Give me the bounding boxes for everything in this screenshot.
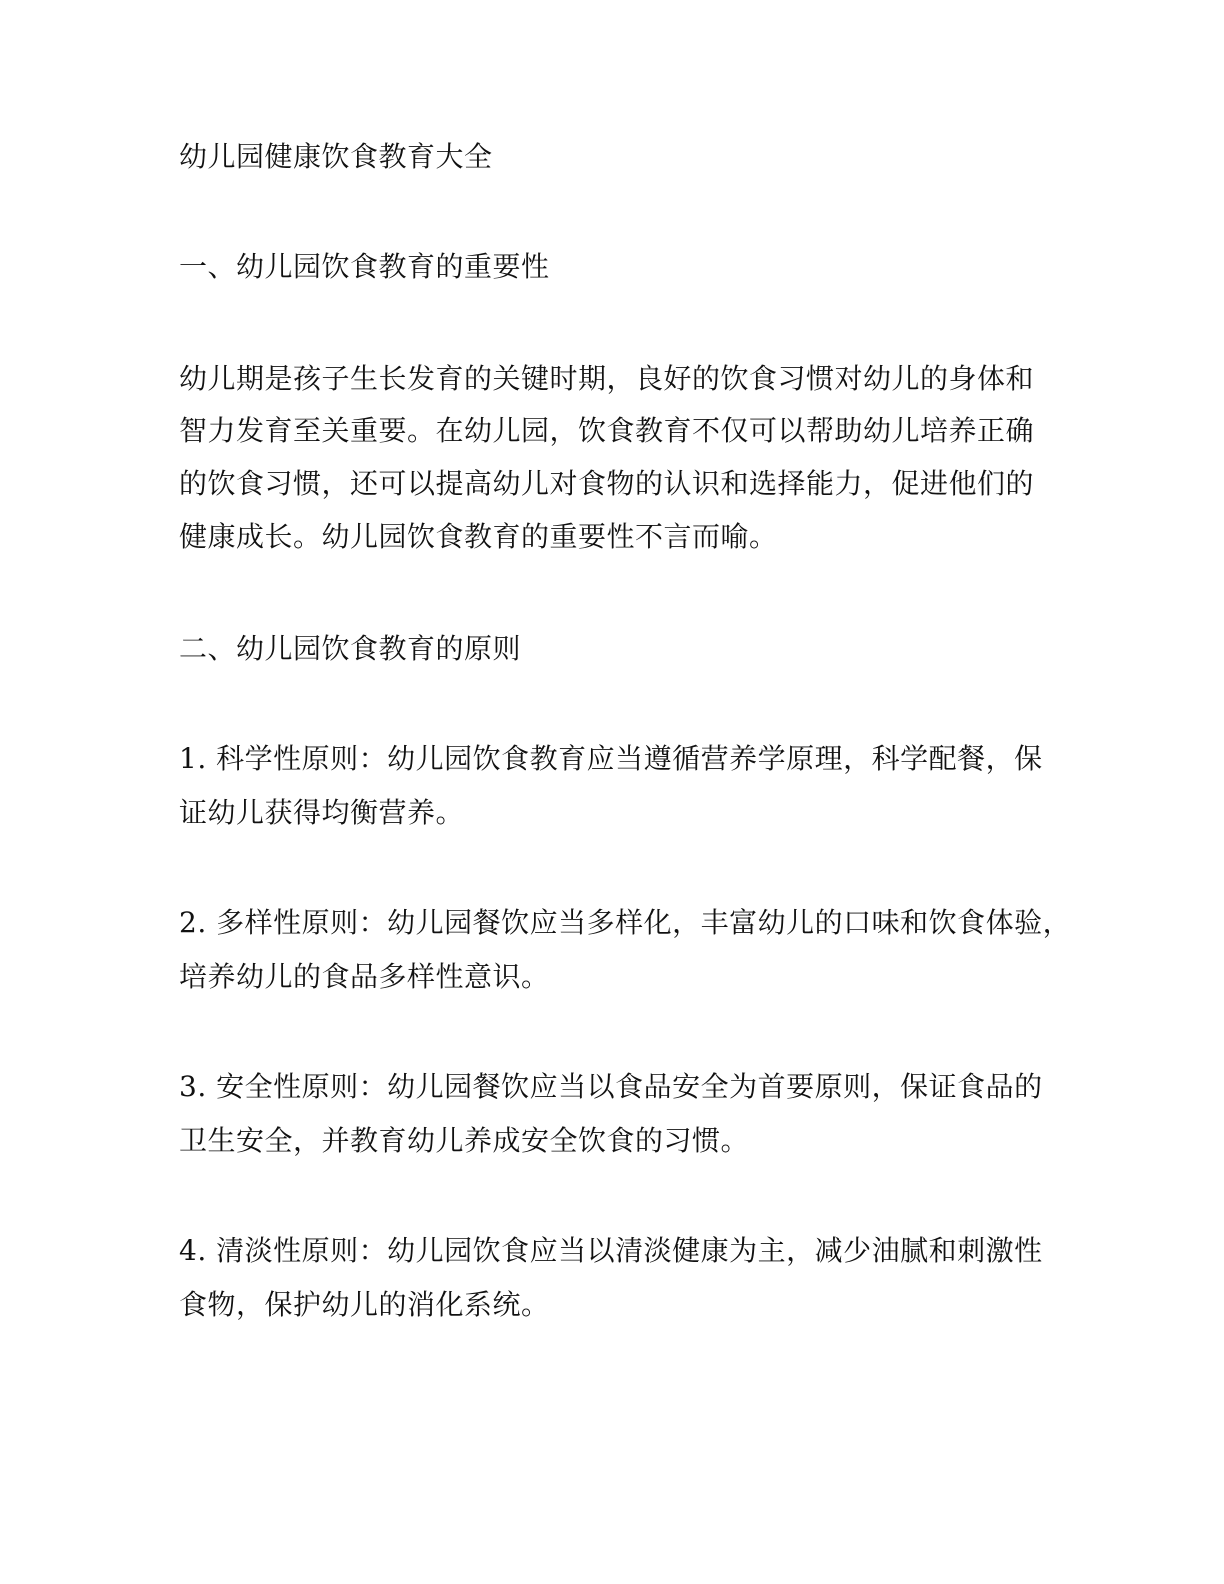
principle-line: 2. 多样性原则：幼儿园餐饮应当多样化，丰富幼儿的口味和饮食体验， <box>179 906 1072 939</box>
principle-line: 3. 安全性原则：幼儿园餐饮应当以食品安全为首要原则，保证食品的 <box>179 1070 1043 1103</box>
principle-line: 1. 科学性原则：幼儿园饮食教育应当遵循营养学原理，科学配餐，保 <box>179 742 1043 775</box>
section-1-heading: 一、幼儿园饮食教育的重要性 <box>179 250 550 283</box>
paragraph-line: 智力发育至关重要。在幼儿园，饮食教育不仅可以帮助幼儿培养正确 <box>179 414 1035 447</box>
paragraph-line: 幼儿期是孩子生长发育的关键时期，良好的饮食习惯对幼儿的身体和 <box>179 362 1035 395</box>
paragraph-line: 的饮食习惯，还可以提高幼儿对食物的认识和选择能力，促进他们的 <box>179 467 1035 500</box>
section-2-heading: 二、幼儿园饮食教育的原则 <box>179 632 522 665</box>
principle-line: 培养幼儿的食品多样性意识。 <box>179 960 550 993</box>
document-title: 幼儿园健康饮食教育大全 <box>179 140 493 173</box>
principle-line: 4. 清淡性原则：幼儿园饮食应当以清淡健康为主，减少油腻和刺激性 <box>179 1234 1043 1267</box>
principle-line: 卫生安全，并教育幼儿养成安全饮食的习惯。 <box>179 1124 750 1157</box>
paragraph-line: 健康成长。幼儿园饮食教育的重要性不言而喻。 <box>179 520 778 553</box>
principle-line: 食物，保护幼儿的消化系统。 <box>179 1288 550 1321</box>
principle-line: 证幼儿获得均衡营养。 <box>179 796 465 829</box>
